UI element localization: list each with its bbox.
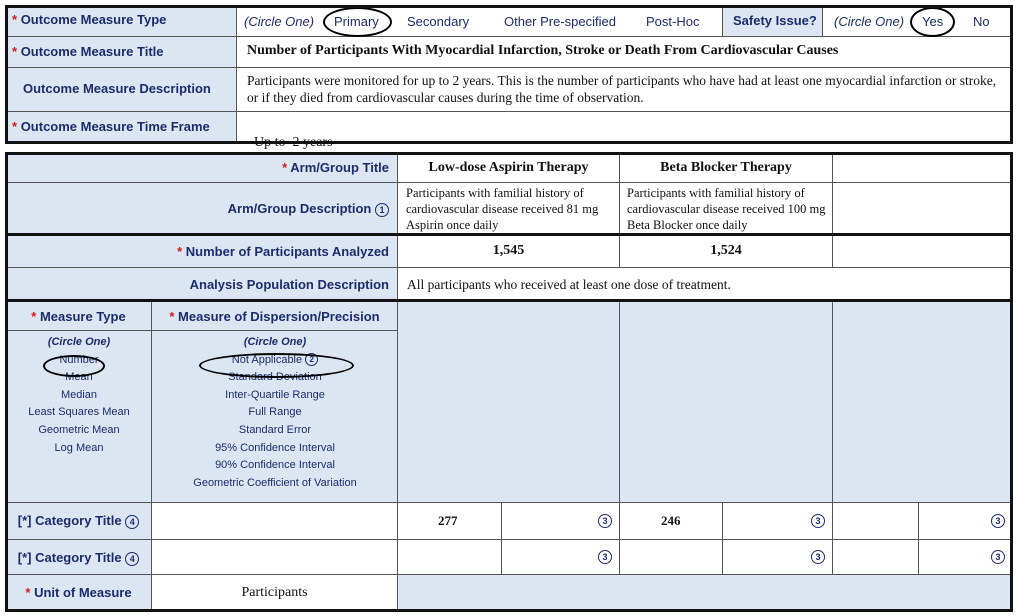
outcome-type-circle-one: (Circle One)	[244, 14, 315, 29]
safety-option-yes[interactable]: Yes	[922, 14, 944, 29]
category-label-cell	[6, 503, 152, 540]
option-post-hoc[interactable]: Post-Hoc	[646, 14, 700, 29]
arm-1-description: Participants with familial history of cardiovascular disease received 81 mg Aspirin once daily	[406, 186, 599, 232]
required-mark: *	[169, 309, 175, 324]
participants-cell	[620, 234, 833, 268]
safety-circle-one: (Circle One)	[834, 14, 905, 29]
unit-value: Participants	[241, 585, 308, 600]
category-title-label: [*] Category Title	[17, 550, 122, 565]
arm-desc-cell	[620, 183, 833, 234]
participants-label-cell	[6, 234, 398, 268]
required-mark: *	[31, 309, 37, 324]
population-value: All participants who received at least one dose of treatment.	[407, 277, 731, 292]
measure-type-option[interactable]: Geometric Mean	[38, 423, 120, 436]
required-mark: *	[12, 119, 18, 134]
measure-type-label: Measure Type	[39, 309, 126, 324]
participants-label: Number of Participants Analyzed	[185, 244, 389, 259]
title-value-cell	[237, 37, 1012, 68]
arm-1-participants: 1,545	[492, 243, 525, 258]
measure-type-option[interactable]: Least Squares Mean	[28, 406, 130, 419]
safety-label-cell	[723, 6, 823, 37]
category-title-input[interactable]	[152, 540, 398, 575]
dispersion-option[interactable]: Standard Deviation	[228, 371, 322, 384]
outcome-measure-title: Number of Participants With Myocardial Infarction, Stroke or Death From Cardiovascular Causes	[247, 43, 839, 58]
measure-type-option[interactable]: Number	[59, 353, 99, 366]
note-4-icon: 4	[125, 552, 139, 566]
note-3-icon: 3	[598, 514, 612, 528]
dispersion-option[interactable]: 95% Confidence Interval	[215, 441, 335, 454]
unit-value-cell[interactable]	[152, 575, 398, 611]
participants-empty-cell	[833, 234, 1012, 268]
population-label-cell	[6, 268, 398, 300]
measure-type-option[interactable]: Median	[60, 388, 98, 401]
required-mark: *	[25, 585, 31, 600]
arm-desc-label-cell	[6, 183, 398, 234]
arm-title-label-cell	[6, 153, 398, 183]
arm-2-participants: 1,524	[710, 243, 742, 258]
arm-2-category-1-value: 246	[661, 513, 681, 528]
arm-title-empty-cell	[833, 153, 1012, 183]
note-1-icon: 1	[375, 203, 389, 217]
required-mark: *	[12, 12, 18, 27]
time-frame-value-cell	[237, 112, 1012, 150]
measure-type-option[interactable]: Log Mean	[54, 441, 104, 454]
dispersion-option-row	[152, 352, 398, 370]
category-title-input[interactable]	[152, 503, 398, 540]
arm-1-title: Low-dose Aspirin Therapy	[428, 160, 589, 175]
dispersion-label: Measure of Dispersion/Precision	[178, 309, 380, 324]
dispersion-option[interactable]: Not Applicable	[231, 353, 303, 366]
category-label-cell	[6, 540, 152, 575]
option-secondary[interactable]: Secondary	[407, 14, 470, 29]
arm-desc-empty-cell	[833, 183, 1012, 234]
note-3-icon: 3	[811, 550, 825, 564]
description-value-cell	[237, 68, 1012, 112]
outcome-type-label: Outcome Measure Type	[20, 12, 167, 27]
arm-title-label: Arm/Group Title	[290, 160, 389, 175]
arm-1-category-1-value: 277	[438, 513, 458, 528]
dispersion-option[interactable]: Geometric Coefficient of Variation	[193, 476, 357, 489]
measure-type-circle-one: (Circle One)	[47, 336, 111, 348]
population-value-cell	[398, 268, 1012, 300]
dispersion-option[interactable]: Full Range	[248, 406, 302, 419]
population-label: Analysis Population Description	[189, 277, 389, 292]
safety-label: Safety Issue?	[733, 13, 817, 28]
description-label-cell	[6, 68, 237, 112]
category-value-cell[interactable]	[620, 540, 723, 575]
section-divider	[5, 299, 1013, 302]
arm-2-description: Participants with familial history of cardiovascular disease received 100 mg Beta Blocker once daily	[627, 186, 826, 232]
measure-data-cell	[620, 300, 833, 503]
safety-option-no[interactable]: No	[973, 14, 990, 29]
dispersion-option[interactable]: Inter-Quartile Range	[225, 388, 325, 401]
note-2-icon: 2	[305, 353, 318, 366]
unit-label-cell	[6, 575, 152, 611]
unit-empty-cell	[398, 575, 1012, 611]
note-3-icon: 3	[991, 550, 1005, 564]
category-title-label: [*] Category Title	[17, 513, 122, 528]
arm-title-cell	[620, 153, 833, 183]
required-mark: *	[282, 160, 288, 175]
dispersion-list	[152, 334, 398, 492]
unit-label: Unit of Measure	[34, 585, 132, 600]
outcome-type-label-cell	[6, 6, 237, 37]
measure-type-option[interactable]: Mean	[65, 371, 93, 384]
measure-data-cell	[833, 300, 1012, 503]
category-value-cell[interactable]	[398, 540, 502, 575]
measure-data-cell	[398, 300, 620, 503]
outcome-measure-description: Participants were monitored for up to 2 years. This is the number of participants who have had at least one myocardial infarction or stroke, or if they died from cardiovascular causes during the time of observation.	[247, 73, 997, 105]
arm-title-cell	[398, 153, 620, 183]
option-primary[interactable]: Primary	[334, 14, 379, 29]
dispersion-label-cell	[152, 300, 398, 331]
time-frame-label: Outcome Measure Time Frame	[20, 119, 210, 134]
category-value-cell[interactable]	[833, 503, 919, 540]
note-3-icon: 3	[598, 550, 612, 564]
dispersion-option[interactable]: 90% Confidence Interval	[215, 459, 335, 472]
note-4-icon: 4	[125, 515, 139, 529]
measure-type-label-cell	[6, 300, 152, 331]
section-divider	[5, 233, 1013, 236]
required-mark: *	[177, 244, 183, 259]
title-label-cell	[6, 37, 237, 68]
required-mark: *	[12, 44, 18, 59]
description-label: Outcome Measure Description	[23, 81, 211, 96]
dispersion-option[interactable]: Standard Error	[238, 423, 312, 436]
note-3-icon: 3	[991, 514, 1005, 528]
title-label: Outcome Measure Title	[20, 44, 164, 59]
note-3-icon: 3	[811, 514, 825, 528]
time-frame-label-cell	[6, 112, 237, 143]
arm-desc-cell	[398, 183, 620, 234]
option-other-pre-specified[interactable]: Other Pre-specified	[504, 14, 616, 29]
category-value-cell[interactable]	[833, 540, 919, 575]
participants-cell	[398, 234, 620, 268]
dispersion-circle-one: (Circle One)	[243, 336, 307, 348]
time-frame-value: Up to 2 years	[254, 135, 333, 150]
arm-desc-label: Arm/Group Description	[227, 201, 372, 216]
arm-2-title: Beta Blocker Therapy	[660, 160, 792, 175]
measure-type-list	[6, 334, 152, 457]
